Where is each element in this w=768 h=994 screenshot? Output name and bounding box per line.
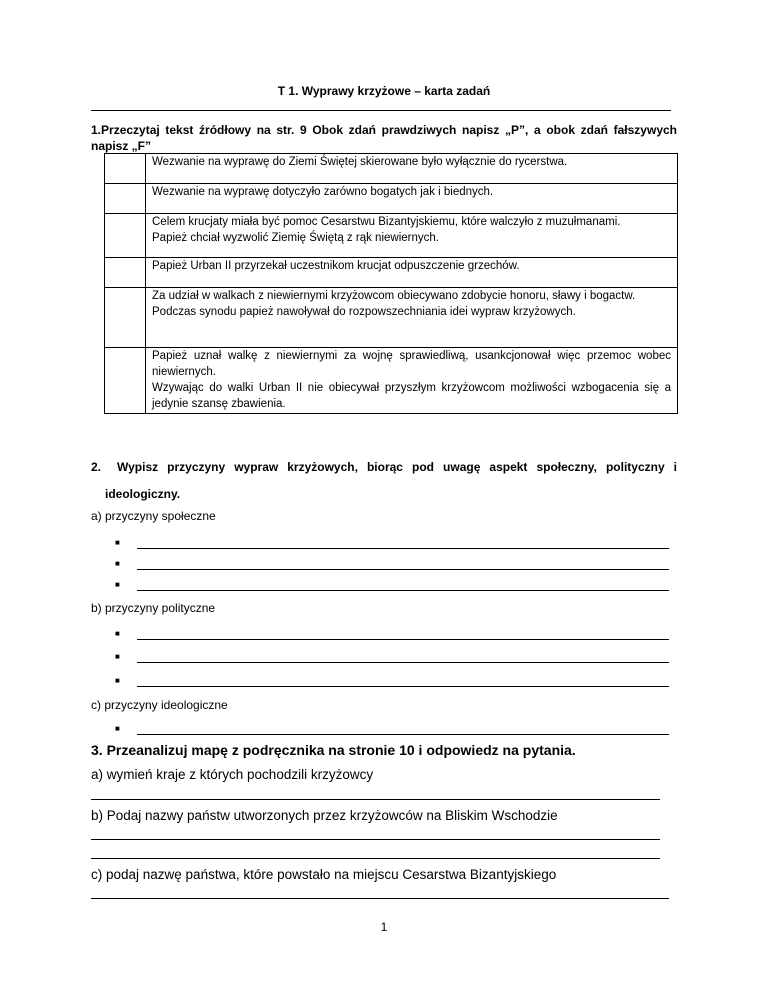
table-row — [105, 348, 678, 414]
task2-text-line1: Wypisz przyczyny wypraw krzyżowych, biorąc pod uwagę aspekt społeczny, polityczny i — [117, 460, 677, 474]
answer-box[interactable] — [105, 288, 146, 348]
statement-text: Wzywając do walki Urban II nie obiecywał przyszłym krzyżowcom możliwości wzbogacenia się a jedynie szansę zbawienia. — [152, 382, 671, 410]
bullet-icon: ■ — [115, 724, 120, 733]
statement-text: Wezwanie na wyprawę dotyczyło zarówno bogatych jak i biednych. — [152, 186, 494, 198]
answer-line[interactable] — [137, 590, 669, 591]
answer-line[interactable] — [91, 839, 660, 840]
table-row — [105, 214, 678, 258]
task3-c-question: c) podaj nazwę państwa, które powstało na miejscu Cesarstwa Bizantyjskiego — [91, 867, 557, 882]
bullet-icon: ■ — [115, 652, 120, 661]
task3-title: 3. Przeanalizuj mapę z podręcznika na stronie 10 i odpowiedz na pytania. — [91, 742, 576, 758]
task2-instruction — [91, 460, 677, 501]
page-title: T 1. Wyprawy krzyżowe – karta zadań — [277, 84, 491, 98]
statement-text: Podczas synodu papież nawoływał do rozpowszechniania idei wypraw krzyżowych. — [152, 306, 576, 318]
bullet-icon: ■ — [115, 580, 120, 589]
statement-cell — [146, 288, 678, 348]
statement-text: Wezwanie na wyprawę do Ziemi Świętej skierowane było wyłącznie do rycerstwa. — [152, 156, 568, 168]
task2-a-label: a) przyczyny społeczne — [91, 509, 216, 523]
table-row — [105, 184, 678, 214]
task2-number: 2. — [91, 460, 102, 474]
answer-box[interactable] — [105, 348, 146, 414]
answer-line[interactable] — [91, 799, 660, 800]
statement-cell — [146, 214, 678, 258]
table-row — [105, 258, 678, 288]
statement-cell — [146, 348, 678, 414]
statement-text: Papież Urban II przyrzekał uczestnikom krucjat odpuszczenie grzechów. — [152, 260, 520, 272]
answer-line[interactable] — [91, 858, 660, 859]
answer-line[interactable] — [137, 662, 669, 663]
statement-cell — [146, 154, 678, 184]
answer-box[interactable] — [105, 184, 146, 214]
answer-line[interactable] — [137, 734, 669, 735]
task2-b-label: b) przyczyny polityczne — [91, 601, 216, 615]
statement-text: Papież uznał walkę z niewiernymi za wojnę sprawiedliwą, usankcjonował więc przemoc wobec niewiernych. — [152, 350, 671, 378]
task3-a-question: a) wymień kraje z których pochodzili krzyżowcy — [91, 767, 374, 782]
bullet-icon: ■ — [115, 629, 120, 638]
statement-text: Papież chciał wyzwolić Ziemię Świętą z rąk niewiernych. — [152, 232, 439, 244]
task1-instruction — [91, 122, 677, 154]
title-divider — [91, 110, 671, 111]
answer-box[interactable] — [105, 214, 146, 258]
task1-number: 1. — [91, 123, 102, 137]
page-number: 1 — [380, 920, 388, 934]
statement-cell — [146, 258, 678, 288]
true-false-table — [104, 153, 678, 414]
answer-line[interactable] — [137, 639, 669, 640]
answer-box[interactable] — [105, 154, 146, 184]
bullet-icon: ■ — [115, 538, 120, 547]
answer-line[interactable] — [137, 548, 669, 549]
answer-line[interactable] — [91, 898, 669, 899]
statement-cell — [146, 184, 678, 214]
answer-box[interactable] — [105, 258, 146, 288]
bullet-icon: ■ — [115, 676, 120, 685]
statement-text: Za udział w walkach z niewiernymi krzyżowcom obiecywano zdobycie honoru, sławy i bogactw. — [152, 290, 636, 302]
table-row — [105, 288, 678, 348]
task2-c-label: c) przyczyny ideologiczne — [91, 698, 228, 712]
bullet-icon: ■ — [115, 559, 120, 568]
task1-text: Przeczytaj tekst źródłowy na str. 9 Obok zdań prawdziwych napisz „P”, a obok zdań fałszywych napisz „F” — [91, 123, 677, 153]
task2-text-line2: ideologiczny. — [105, 487, 181, 501]
answer-line[interactable] — [137, 569, 669, 570]
table-row — [105, 154, 678, 184]
answer-line[interactable] — [137, 686, 669, 687]
task3-b-question: b) Podaj nazwy państw utworzonych przez krzyżowców na Bliskim Wschodzie — [91, 808, 558, 823]
statement-text: Celem krucjaty miała być pomoc Cesarstwu Bizantyjskiemu, które walczyło z muzułmanami. — [152, 216, 621, 228]
